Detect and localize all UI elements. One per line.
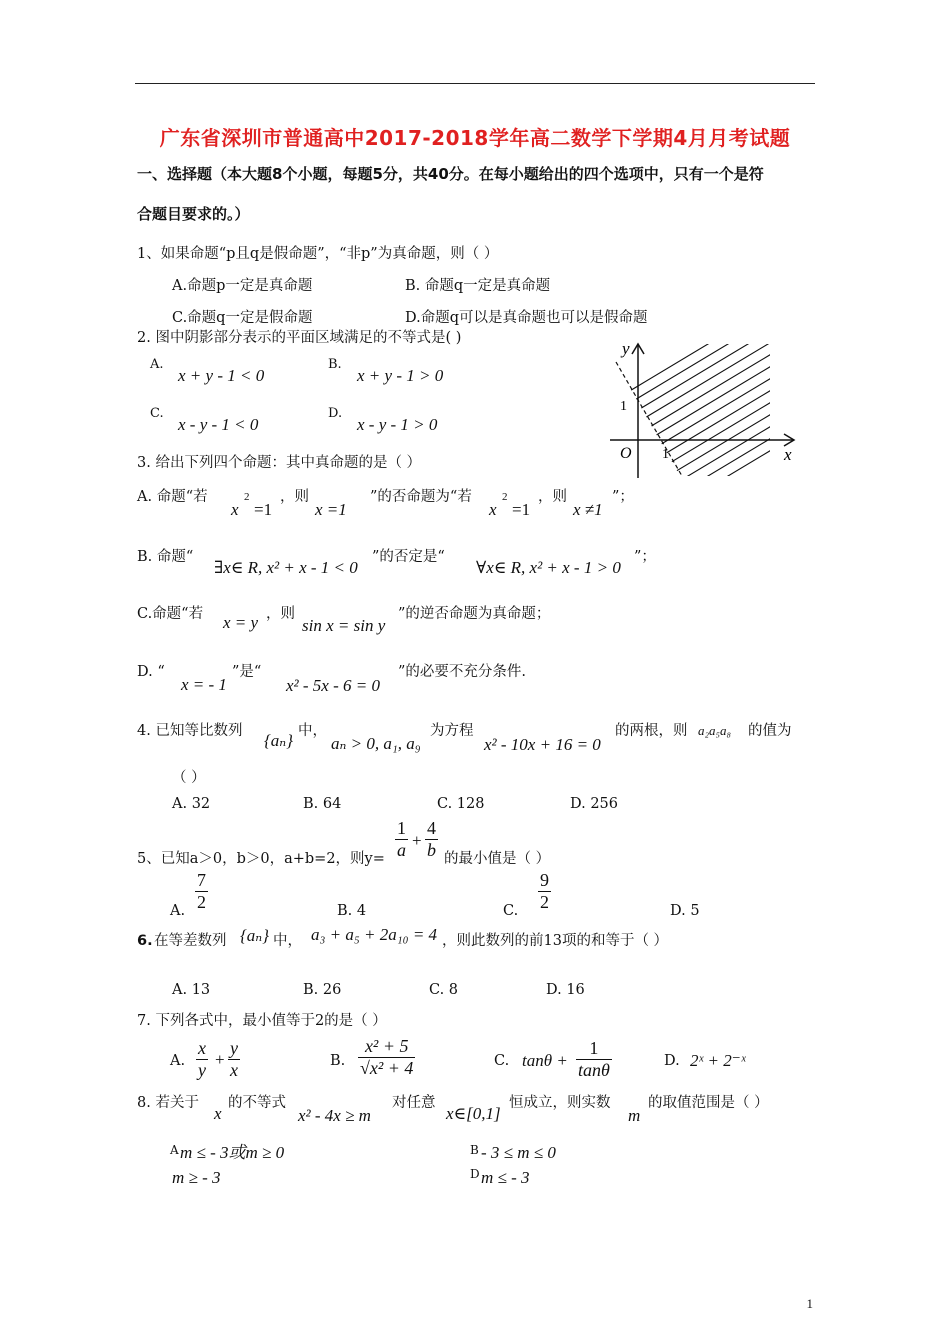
page-number: 1	[806, 1296, 813, 1311]
q3-b-text2: ”的否定是“	[372, 549, 445, 565]
q3-stem: 3. 给出下列四个命题：其中真命题的是（ ）	[137, 455, 422, 471]
x-tick-label: 1	[662, 447, 669, 462]
q5-option-c-fraction	[538, 870, 551, 913]
shading-hatch	[628, 332, 808, 482]
q3-c-text1: C.命题“若	[137, 606, 204, 622]
q7-b-fraction	[358, 1036, 415, 1079]
q8-stem3: 对任意	[392, 1095, 436, 1111]
q5-f1-den: a	[397, 840, 406, 860]
q4-product: a₂a₅a₈	[698, 723, 732, 738]
q7-c-den: tanθ	[578, 1060, 610, 1080]
q3-c-text2: ，则	[266, 606, 295, 622]
q5-stem1: 5、已知a＞0，b＞0，a+b=2，则y=	[137, 851, 385, 867]
q5-fraction2	[425, 818, 438, 861]
q3-a-text4: ，则	[538, 489, 567, 505]
q3-d-text3: ”的必要不充分条件.	[398, 664, 527, 680]
y-tick-label: 1	[620, 399, 627, 414]
q6-stem3: ，则此数列的前13项的和等于（ ）	[442, 933, 669, 949]
q3-a-eq2: =1	[512, 500, 531, 519]
q8-stem2: 的不等式	[228, 1095, 286, 1111]
q5-c-den: 2	[540, 892, 549, 912]
q8-stem1: 8. 若关于	[137, 1095, 199, 1111]
q5-fraction1	[395, 818, 408, 861]
section-heading-line1: 一、选择题（本大题8个小题，每题5分，共40分。在每小题给出的四个选项中，只有一个是符	[137, 165, 764, 183]
q7-stem: 7. 下列各式中，最小值等于2的是（ ）	[137, 1013, 387, 1029]
q3-c-expr2: sin x = sin y	[302, 616, 386, 635]
q5-option-a-fraction	[195, 870, 208, 913]
q6-stem2: 中，	[273, 933, 302, 949]
q7-a-num1: x	[198, 1038, 206, 1058]
q7-a-plus: +	[215, 1050, 225, 1069]
q5-a-den: 2	[197, 892, 206, 912]
q7-b-num: x² + 5	[364, 1036, 409, 1056]
q4-option-a: A. 32	[172, 796, 211, 812]
q5-option-d: D. 5	[670, 903, 700, 919]
q6-cond: a₃ + a₅ + 2a₁₀ = 4	[311, 925, 438, 944]
q3-a-text2: ，则	[280, 489, 309, 505]
q6-seq: {aₙ}	[240, 926, 269, 945]
q5-option-b: B. 4	[337, 903, 367, 919]
q7-d-expr: 2ˣ + 2⁻ˣ	[690, 1051, 746, 1070]
q3-d-expr2: x² - 5x - 6 = 0	[286, 676, 380, 695]
q4-stem5: 的值为	[748, 723, 792, 739]
q3-a-text1: A. 命题“若	[137, 489, 208, 505]
q8-option-a-label: A	[170, 1143, 179, 1157]
q4-stem2: 中，	[298, 723, 327, 739]
q3-a-sup2: 2	[502, 491, 508, 503]
q1-option-b: B. 命题q一定是真命题	[405, 278, 551, 294]
section-heading-line2: 合题目要求的。）	[137, 205, 250, 223]
q8-option-d-label: D	[470, 1167, 480, 1181]
q6-option-d: D. 16	[546, 982, 585, 998]
q7-option-c-label: C.	[494, 1053, 510, 1069]
q8-option-d: m ≤ - 3	[481, 1168, 530, 1187]
q2-option-a: x + y - 1 < 0	[178, 366, 265, 385]
q2-region-graph	[598, 332, 808, 482]
q7-a-den2: x	[230, 1060, 238, 1080]
q2-option-d-label: D.	[328, 406, 343, 421]
q3-b-expr1: ∃x∈ R, x² + x - 1 < 0	[214, 558, 358, 577]
q1-option-a: A.命题p一定是真命题	[172, 278, 313, 294]
page-title: 广东省深圳市普通高中2017-2018学年高二数学下学期4月月考试题	[159, 126, 791, 150]
q3-b-text3: ”；	[634, 549, 656, 565]
q5-c-num: 9	[540, 870, 549, 890]
q2-option-c-label: C.	[150, 406, 164, 421]
q7-a-den1: y	[198, 1060, 206, 1080]
q6-option-a: A. 13	[172, 982, 211, 998]
q2-option-b-label: B.	[328, 357, 342, 372]
q4-paren: （ ）	[172, 770, 206, 786]
q5-option-a-label: A.	[170, 903, 186, 919]
q4-stem1: 4. 已知等比数列	[137, 723, 243, 739]
q3-a-sup: 2	[244, 491, 250, 503]
q3-d-text2: ”是“	[232, 664, 262, 680]
q8-stem5: 的取值范围是（ ）	[648, 1095, 769, 1111]
q6-number: 6.	[137, 933, 153, 949]
q5-a-num: 7	[197, 870, 206, 890]
q8-option-a: m ≤ - 3或m ≥ 0	[180, 1143, 285, 1162]
q5-f2-num: 4	[427, 818, 436, 838]
q5-plus: +	[412, 831, 422, 850]
q4-option-d: D. 256	[570, 796, 619, 812]
q1-option-c: C.命题q一定是假命题	[172, 310, 313, 326]
q7-option-b-label: B.	[330, 1053, 346, 1069]
q5-f1-num: 1	[397, 818, 406, 838]
q7-a-fraction2	[228, 1038, 240, 1081]
q2-option-b: x + y - 1 > 0	[357, 366, 444, 385]
q8-option-b-label: B	[470, 1143, 479, 1157]
q3-d-text1: D. “	[137, 664, 165, 680]
q3-c-text3: ”的逆否命题为真命题；	[398, 606, 551, 622]
y-axis-label: y	[622, 339, 630, 358]
q8-stem4: 恒成立，则实数	[509, 1095, 611, 1111]
q5-stem2: 的最小值是（ ）	[444, 851, 551, 867]
q7-b-den: √x² + 4	[360, 1058, 414, 1078]
q3-a-text3: ”的否命题为“若	[370, 489, 472, 505]
q2-stem: 2. 图中阴影部分表示的平面区域满足的不等式是( )	[137, 330, 462, 346]
q8-var: x	[214, 1104, 222, 1123]
q7-c-expr: tanθ +	[522, 1051, 568, 1070]
q3-d-expr1: x = - 1	[181, 675, 227, 694]
q7-a-num2: y	[230, 1038, 238, 1058]
q4-seq: {aₙ}	[264, 731, 293, 750]
q2-option-d: x - y - 1 > 0	[357, 415, 438, 434]
q3-a-neq: x ≠1	[573, 500, 603, 519]
q7-a-fraction1	[196, 1038, 208, 1081]
q8-option-c: m ≥ - 3	[172, 1168, 221, 1187]
q4-stem3: 为方程	[430, 723, 474, 739]
q6-option-c: C. 8	[429, 982, 459, 998]
q8-m: m	[628, 1106, 641, 1125]
q5-f2-den: b	[427, 840, 436, 860]
q3-b-expr2: ∀x∈ R, x² + x - 1 > 0	[476, 558, 621, 577]
q2-option-a-label: A.	[150, 357, 164, 372]
x-axis-label: x	[784, 445, 792, 464]
q7-c-num: 1	[589, 1038, 599, 1058]
q8-domain: x∈[0,1]	[446, 1104, 501, 1123]
q3-a-text5: ”；	[612, 489, 634, 505]
q5-option-c-label: C.	[503, 903, 519, 919]
header-rule	[135, 83, 815, 84]
q6-stem1: 在等差数列	[154, 933, 227, 949]
q4-option-b: B. 64	[303, 796, 342, 812]
q2-option-c: x - y - 1 < 0	[178, 415, 259, 434]
q7-option-a-label: A.	[170, 1053, 186, 1069]
origin-label: O	[620, 445, 632, 462]
q3-a-x1: x =1	[315, 500, 347, 519]
q8-inequality: x² - 4x ≥ m	[298, 1106, 371, 1125]
q3-b-text1: B. 命题“	[137, 549, 194, 565]
q3-a-x: x	[231, 500, 239, 519]
q6-option-b: B. 26	[303, 982, 342, 998]
q4-equation: x² - 10x + 16 = 0	[484, 735, 601, 754]
q3-c-expr1: x = y	[223, 613, 259, 632]
q4-option-c: C. 128	[437, 796, 485, 812]
q3-a-eq: =1	[254, 500, 273, 519]
q8-option-b: - 3 ≤ m ≤ 0	[481, 1143, 556, 1162]
q7-option-d-label: D.	[664, 1053, 680, 1069]
q1-option-d: D.命题q可以是真命题也可以是假命题	[405, 310, 648, 326]
q3-a-x2: x	[489, 500, 497, 519]
q4-cond: aₙ > 0, a₁, a₉	[331, 734, 421, 753]
q4-stem4: 的两根，则	[615, 723, 688, 739]
q1-stem: 1、如果命题“p且q是假命题”，“非p”为真命题，则（ ）	[137, 246, 499, 262]
q7-c-fraction	[576, 1038, 612, 1081]
